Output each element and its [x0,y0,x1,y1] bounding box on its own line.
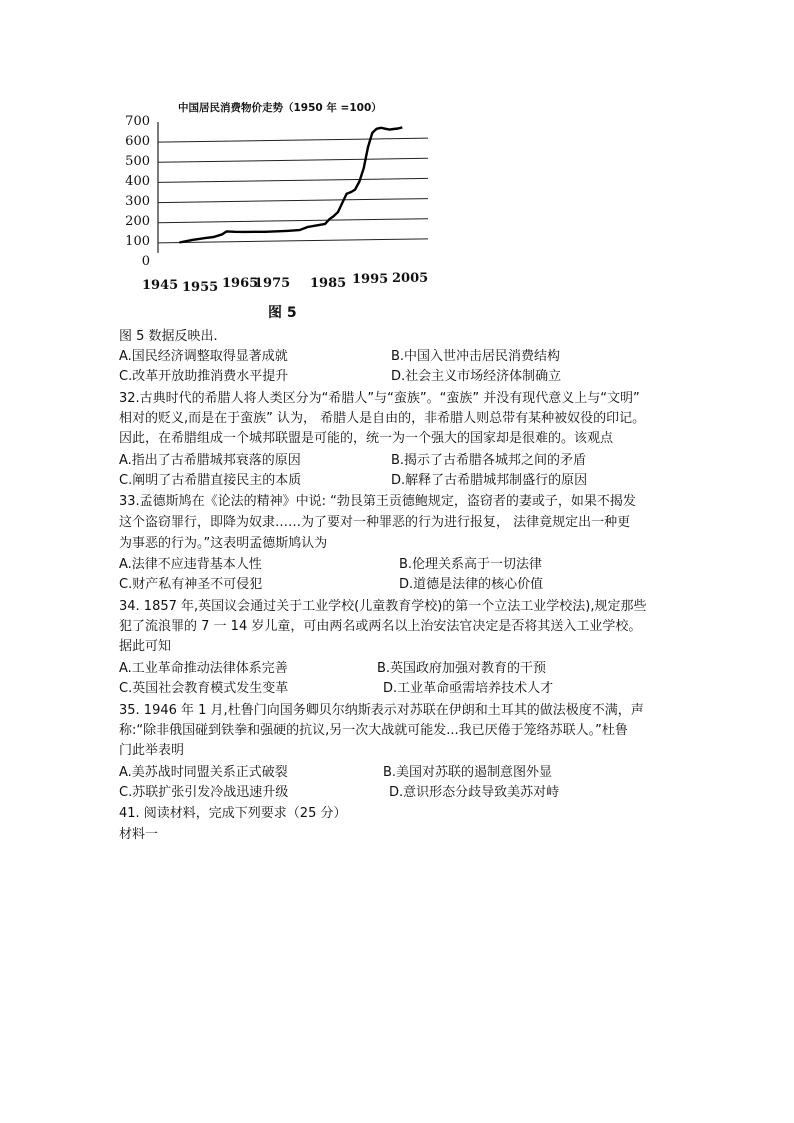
y-tick-label: 400 [125,174,150,189]
x-tick-label: 1945 [142,278,179,293]
gridline [158,219,428,223]
option-a[interactable]: A.法律不应违背基本人性 [119,557,262,572]
chart-title: 中国居民消费物价走势（1950 年 =100） [178,102,382,114]
option-d[interactable]: D.工业革命亟需培养技术人才 [383,681,554,696]
question-35-options-row [119,783,679,803]
question-33-stem: 这个盗窃罪行，即降为奴隶……为了要对一种罪恶的行为进行报复， 法律竟规定出一种更 [119,515,631,530]
question-35-stem: 35. 1946 年 1 月,杜鲁门向国务卿贝尔纳斯表示对苏联在伊朗和土耳其的做法极度不满，声 [119,703,644,718]
y-tick-label: 0 [141,254,150,269]
option-c[interactable]: C.英国社会教育模式发生变革 [119,681,289,696]
question-34-stem: 34. 1857 年,英国议会通过关于工业学校(儿童教育学校)的第一个立法工业学校法),规定那些 [119,599,647,614]
question-32-stem: 32.古典时代的希腊人将人类区分为“希腊人”与“蛮族”。“蛮族” 并没有现代意义上与“文明” [119,391,640,406]
option-b[interactable]: B.英国政府加强对教育的干预 [377,661,547,676]
gridline [158,199,428,203]
question-31-options-row [119,347,679,367]
y-tick-label: 600 [125,134,150,149]
option-b[interactable]: B.揭示了古希腊各城邦之间的矛盾 [391,453,587,468]
question-33-stem: 33.孟德斯鸠在《论法的精神》中说: “勃艮第王贡德鲍规定，盗窃者的妻或子，如果不揭发 [119,494,636,509]
x-tick-label: 1975 [254,276,291,291]
cpi-series-line [179,127,402,242]
option-c[interactable]: C.改革开放助推消费水平提升 [119,369,289,384]
question-33-options-row [119,555,679,575]
question-34-options-row [119,659,679,679]
figure-caption: 图 5 [268,305,297,321]
x-tick-label: 1985 [310,276,347,291]
question-35-options-row [119,763,679,783]
option-b[interactable]: B.伦理关系高于一切法律 [399,557,543,572]
y-tick-label: 700 [125,114,150,129]
option-b[interactable]: B.美国对苏联的遏制意图外显 [383,765,553,780]
question-32-options-row [119,471,679,491]
option-a[interactable]: A.工业革命推动法律体系完善 [119,661,288,676]
option-d[interactable]: D.解释了古希腊城邦制盛行的原因 [391,473,588,488]
y-tick-label: 100 [125,234,150,249]
x-tick-label: 2005 [392,271,429,286]
question-35-stem: 称:“除非俄国碰到铁拳和强硬的抗议,另一次大战就可能发...我已厌倦于笼络苏联人。”杜鲁 [119,723,628,738]
option-c[interactable]: C.财产私有神圣不可侵犯 [119,577,263,592]
option-d[interactable]: D.意识形态分歧导致美苏对峙 [389,785,560,800]
option-c[interactable]: C.苏联扩张引发冷战迅速升级 [119,785,289,800]
option-a[interactable]: A.美苏战时同盟关系正式破裂 [119,765,288,780]
question-35-stem: 门此举表明 [119,743,185,758]
figure-5 [125,94,440,326]
x-tick-label: 1995 [352,272,389,287]
question-32-stem: 因此，在希腊组成一个城邦联盟是可能的，统一为一个强大的国家却是很难的。该观点 [119,431,614,446]
question-34-options-row [119,679,679,699]
material-one-heading: 材料一 [119,827,159,842]
question-41-title: 41. 阅读材料，完成下列要求（25 分） [119,806,347,821]
gridline [158,178,428,182]
question-32-stem: 相对的贬义,而是在于蛮族” 认为， 希腊人是自由的，非希腊人则总带有某种被奴役的印记。 [119,411,646,426]
option-d[interactable]: D.道德是法律的核心价值 [399,577,544,592]
option-a[interactable]: A.指出了古希腊城邦衰落的原因 [119,453,301,468]
gridline [158,158,428,162]
y-tick-label: 300 [125,194,150,209]
question-31-options-row [119,367,679,387]
gridline [158,138,428,142]
x-tick-label: 1955 [182,280,219,295]
y-tick-label: 500 [125,154,150,169]
question-33-stem: 为事恶的行为。”这表明孟德斯鸠认为 [119,536,328,551]
option-a[interactable]: A.国民经济调整取得显著成就 [119,349,288,364]
option-b[interactable]: B.中国入世冲击居民消费结构 [391,349,561,364]
question-32-options-row [119,451,679,471]
question-33-options-row [119,575,679,595]
y-tick-label: 200 [125,214,150,229]
question-31-stem: 图 5 数据反映出. [119,329,218,344]
option-c[interactable]: C.阐明了古希腊直接民主的本质 [119,473,302,488]
question-34-stem: 犯了流浪罪的 7 一 14 岁儿童，可由两名或两名以上治安法官决定是否将其送入工业学校。 [119,619,642,634]
x-tick-label: 1965 [222,276,259,291]
option-d[interactable]: D.社会主义市场经济体制确立 [391,369,562,384]
question-34-stem: 据此可知 [119,639,172,654]
